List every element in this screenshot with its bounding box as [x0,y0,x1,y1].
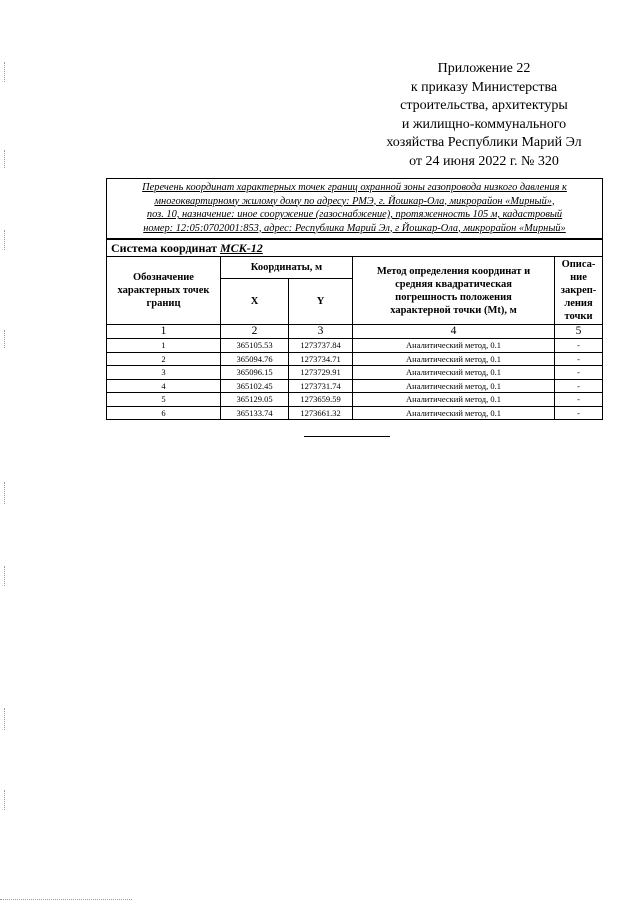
cell-method: Аналитический метод, 0.1 [353,352,555,366]
header-y: Y [289,279,353,325]
scan-margin-mark [4,790,7,810]
table-row [107,379,603,393]
cell-fixing: - [555,379,603,393]
cell-point: 4 [107,379,221,393]
table-row [107,366,603,380]
header-fixing: Описа- ние закреп- ления точки [555,257,603,325]
appendix-header [358,60,610,171]
cell-y: 1273734.71 [289,352,353,366]
column-number: 3 [289,325,353,339]
coordinate-system-value: МСК-12 [219,241,263,255]
table-row [107,352,603,366]
cell-x: 365129.05 [221,393,289,407]
scan-margin-mark [4,708,7,730]
cell-point: 1 [107,339,221,353]
cell-point: 3 [107,366,221,380]
header-method: Метод определения координат и средняя квадратическая погрешность положения характерной точки (Mt), м [353,257,555,325]
cell-y: 1273659.59 [289,393,353,407]
cell-point: 5 [107,393,221,407]
cell-method: Аналитический метод, 0.1 [353,339,555,353]
cell-x: 365102.45 [221,379,289,393]
end-separator-line [304,436,390,437]
caption-line: многоквартирному жилому дому по адресу: РМЭ, г. Йошкар-Ола, микрорайон «Мирный», [154,195,555,207]
cell-fixing: - [555,352,603,366]
cell-method: Аналитический метод, 0.1 [353,393,555,407]
scan-margin-mark [4,482,7,504]
coordinate-system-label: Система координат [111,241,217,255]
cell-x: 365096.15 [221,366,289,380]
scan-footer-line [0,899,132,900]
cell-fixing: - [555,366,603,380]
header-designation: Обозначение характерных точек границ [107,257,221,325]
appendix-line: от 24 июня 2022 г. № 320 [409,153,559,169]
table-row [107,339,603,353]
coordinate-system [107,239,603,257]
cell-x: 365133.74 [221,406,289,420]
cell-point: 6 [107,406,221,420]
scan-margin-mark [4,566,7,586]
caption-line: номер: 12:05:0702001:853, адрес: Республика Марий Эл, г Йошкар-Ола, микрорайон «Мирный» [143,222,566,234]
cell-fixing: - [555,339,603,353]
cell-fixing: - [555,393,603,407]
cell-method: Аналитический метод, 0.1 [353,406,555,420]
header-coordinates: Координаты, м [221,257,353,279]
cell-y: 1273729.91 [289,366,353,380]
column-number: 5 [555,325,603,339]
caption-line: поз. 10, назначение: иное сооружение (газоснабжение), протяженность 105 м, кадастровый [146,209,563,220]
table-row [107,406,603,420]
appendix-line: и жилищно-коммунального [401,116,567,132]
cell-x: 365105.53 [221,339,289,353]
caption-line: Перечень координат характерных точек границ охранной зоны газопровода низкого давления к [142,182,567,193]
table-row [107,393,603,407]
scan-margin-mark [4,150,7,168]
scan-margin-mark [4,330,7,348]
table-caption [107,179,603,240]
scan-margin-mark [4,230,7,250]
column-numbers-row [107,325,603,339]
coordinates-table [106,178,603,420]
appendix-line: строительства, архитектуры [400,98,568,113]
scan-margin-mark [4,62,7,82]
cell-point: 2 [107,352,221,366]
cell-y: 1273661.32 [289,406,353,420]
cell-x: 365094.76 [221,352,289,366]
cell-method: Аналитический метод, 0.1 [353,366,555,380]
appendix-line: к приказу Министерства [410,79,558,95]
column-number: 4 [353,325,555,339]
appendix-line: хозяйства Республики Марий Эл [386,135,582,150]
cell-method: Аналитический метод, 0.1 [353,379,555,393]
column-number: 1 [107,325,221,339]
appendix-line: Приложение 22 [437,61,531,76]
cell-y: 1273737.84 [289,339,353,353]
cell-y: 1273731.74 [289,379,353,393]
header-x: X [221,279,289,325]
column-number: 2 [221,325,289,339]
cell-fixing: - [555,406,603,420]
